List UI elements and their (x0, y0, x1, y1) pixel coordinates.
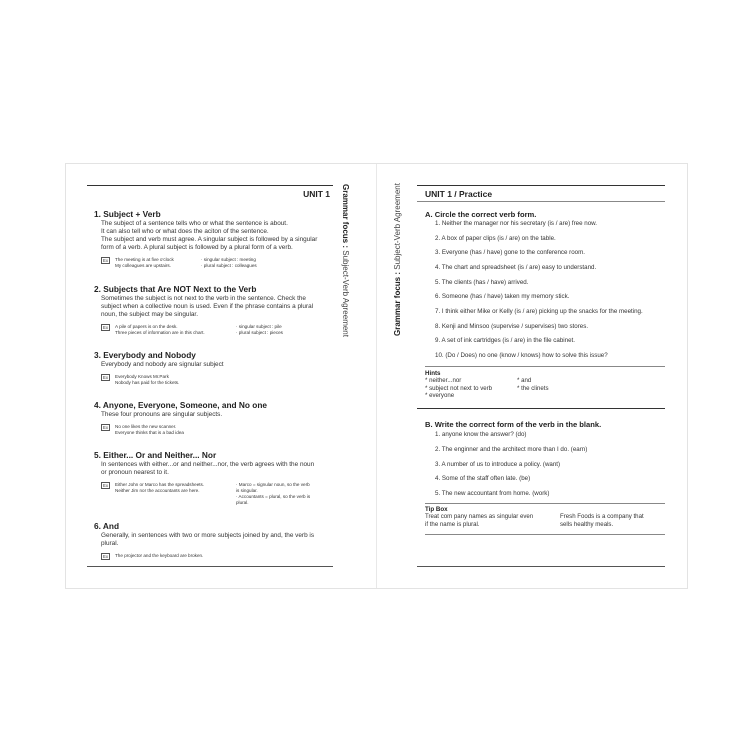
example-note: · plural subject : colleagues (201, 263, 257, 268)
header-rule (417, 201, 665, 202)
example-line: Everyone thinks that is a bad idea (115, 430, 184, 435)
example-note: plural. (236, 500, 249, 505)
tip-line: if the name is plural. (425, 520, 480, 528)
example-line: Either John or Marco has the spreadsheets. (115, 482, 205, 487)
example-note: is singular. (236, 488, 258, 493)
example-tag: Ex (103, 375, 109, 380)
body-line: form of a verb. A plural subject is followed by a plural form of a verb. (101, 244, 293, 251)
example-tag: Ex (103, 325, 109, 330)
question-item: 6. Someone (has / have) taken my memory stick. (435, 293, 570, 300)
book-spread (65, 163, 688, 589)
example-line: Three pieces of information are in this chart. (115, 330, 205, 335)
section-title: 3. Everybody and Nobody (94, 350, 196, 360)
body-line: It can also tell who or what does the aciton of the sentence. (101, 228, 269, 235)
example-tag: Ex (103, 483, 109, 488)
body-line: noun, the subject may be singular. (101, 311, 198, 318)
example-tag: Ex (103, 258, 109, 263)
unit-title: UNIT 1 / Practice (425, 189, 493, 199)
example-tag: Ex (103, 554, 109, 559)
question-item: 1. anyone know the answer? (do) (435, 431, 527, 438)
question-item: 4. Some of the staff often late. (be) (435, 475, 531, 482)
example-block (101, 324, 339, 338)
example-sentences (115, 324, 215, 336)
body-line: The subject and verb must agree. A singular subject is followed by a singular (101, 236, 318, 243)
example-notes (236, 482, 376, 506)
hint-item: * everyone (425, 392, 455, 400)
section-title: 6. And (94, 521, 120, 531)
section-subject-verb (94, 209, 339, 271)
section-title: 4. Anyone, Everyone, Someone, and No one (94, 400, 268, 410)
question-item: 10. (Do / Does) no one (know / knows) how to solve this issue? (435, 352, 608, 359)
example-block (101, 553, 339, 561)
example-line: My colleagues are upstairs. (115, 263, 171, 268)
hint-item: * the clinets (517, 384, 549, 392)
example-note: · Accountants = plural, so the verb is (236, 494, 311, 499)
body-line: In sentences with either...or and neither...nor, the verb agrees with the noun (101, 461, 315, 468)
divider-rule (417, 408, 665, 409)
question-item: 2. The enginner and the architect more than I do. (earn) (435, 446, 588, 453)
example-note: · Marco = signular noun, so the verb (236, 482, 310, 487)
question-item: 4. The chart and spreadsheet (is / are) easy to understand. (435, 264, 597, 271)
hints-title: Hints (425, 370, 441, 377)
section-title: 5. Either... Or and Neither... Nor (94, 450, 217, 460)
example-line: A pile of papers is on the desk. (115, 324, 178, 329)
top-rule (417, 185, 665, 186)
hint-item: * and (517, 377, 532, 384)
section-and (94, 521, 339, 561)
side-label: Grammar focus : Subject-Verb Agreement (393, 183, 402, 336)
section-everybody-nobody (94, 350, 339, 388)
tip-line: Treat com pany names as singular even (425, 513, 534, 520)
section-b-title: B. Write the correct form of the verb in the blank. (425, 420, 602, 429)
example-block (101, 424, 339, 438)
body-line: Generally, in sentences with two or more subjects joined by and, the verb is (101, 532, 315, 539)
question-item: 3. A number of us to introduce a policy. (want) (435, 461, 561, 468)
section-b (425, 420, 670, 429)
bottom-rule (87, 566, 333, 567)
bottom-rule (417, 566, 665, 567)
body-line: The subject of a sentence tells who or what the sentence is about. (101, 220, 288, 227)
body-line: Everybody and nobody are signular subject (101, 361, 224, 368)
question-item: 8. Kenji and Minsoo (supervise / supervises) two stores. (435, 323, 589, 330)
example-line: Nobody has paid for the tickets. (115, 380, 180, 385)
example-line: No one likes the new scanner. (115, 424, 177, 429)
hints-rule (425, 366, 665, 367)
question-item: 2. A box of paper clips (is / are) on the table. (435, 235, 556, 242)
unit-title: UNIT 1 (303, 189, 330, 199)
example-note: · singular subject : pile (236, 324, 282, 329)
example-sentences (115, 257, 215, 269)
example-sentences (115, 553, 315, 559)
tip-line: sells healthy meals. (560, 520, 614, 528)
body-line: subject when a collective noun is used. Even if the phrase contains a plural (101, 303, 314, 310)
example-note: · plural subject : pieces (236, 330, 283, 335)
body-line: These four pronouns are singular subjects. (101, 411, 223, 418)
body-line: Sometimes the subject is not next to the verb in the sentence. Check the (101, 295, 306, 302)
tip-line: Fresh Foods is a company that (560, 513, 644, 520)
example-line: Neither Jim nor the accountants are here. (115, 488, 200, 493)
tipbox-bottom-rule (425, 534, 665, 535)
question-item: 5. The new accountant from home. (work) (435, 490, 550, 497)
example-sentences (115, 482, 235, 494)
example-block (101, 374, 339, 388)
section-either-or (94, 450, 339, 506)
tipbox-title: Tip Box (425, 506, 448, 513)
right-page (376, 164, 688, 588)
tipbox-rule (425, 503, 665, 504)
side-label: Grammar focus : Subject-Verb Agreement (341, 184, 350, 337)
section-a (425, 210, 670, 219)
section-title: 1. Subject + Verb (94, 209, 161, 219)
example-line: Everybody Knows Mr.Park (115, 374, 169, 379)
question-item: 7. I think either Mike or Kelly (is / are) picking up the snacks for the meeting. (435, 308, 643, 315)
hint-item: * neither...nor (425, 377, 462, 384)
example-sentences (115, 424, 315, 436)
top-rule (87, 185, 333, 186)
question-item: 9. A set of ink cartridges (is / are) in the file cabinet. (435, 337, 575, 344)
example-line: The projector and the keyboard are broken. (115, 553, 204, 558)
section-not-next-to-verb (94, 284, 339, 338)
example-block (101, 257, 339, 271)
section-a-title: A. Circle the correct verb form. (425, 210, 537, 219)
example-tag: Ex (103, 425, 109, 430)
question-item: 5. The clients (has / have) arrived. (435, 279, 529, 286)
body-line: plural. (101, 540, 119, 547)
example-line: The meeting is at five o'clock (115, 257, 174, 262)
left-page (66, 164, 376, 588)
example-block (101, 482, 339, 506)
tip-box (425, 506, 665, 528)
hint-item: * subject not next to verb (425, 384, 493, 392)
section-anyone-everyone (94, 400, 339, 438)
section-title: 2. Subjects that Are NOT Next to the Verb (94, 284, 257, 294)
hints-box (425, 370, 665, 400)
question-item: 1. Neither the manager nor his secretary (is / are) free now. (435, 220, 597, 227)
body-line: or pronoun nearest to it. (101, 469, 169, 476)
example-sentences (115, 374, 315, 386)
question-item: 3. Everyone (has / have) gone to the conference room. (435, 249, 585, 256)
example-note: · singular subject : meeting (201, 257, 256, 262)
example-notes (201, 257, 341, 269)
example-notes (236, 324, 376, 336)
